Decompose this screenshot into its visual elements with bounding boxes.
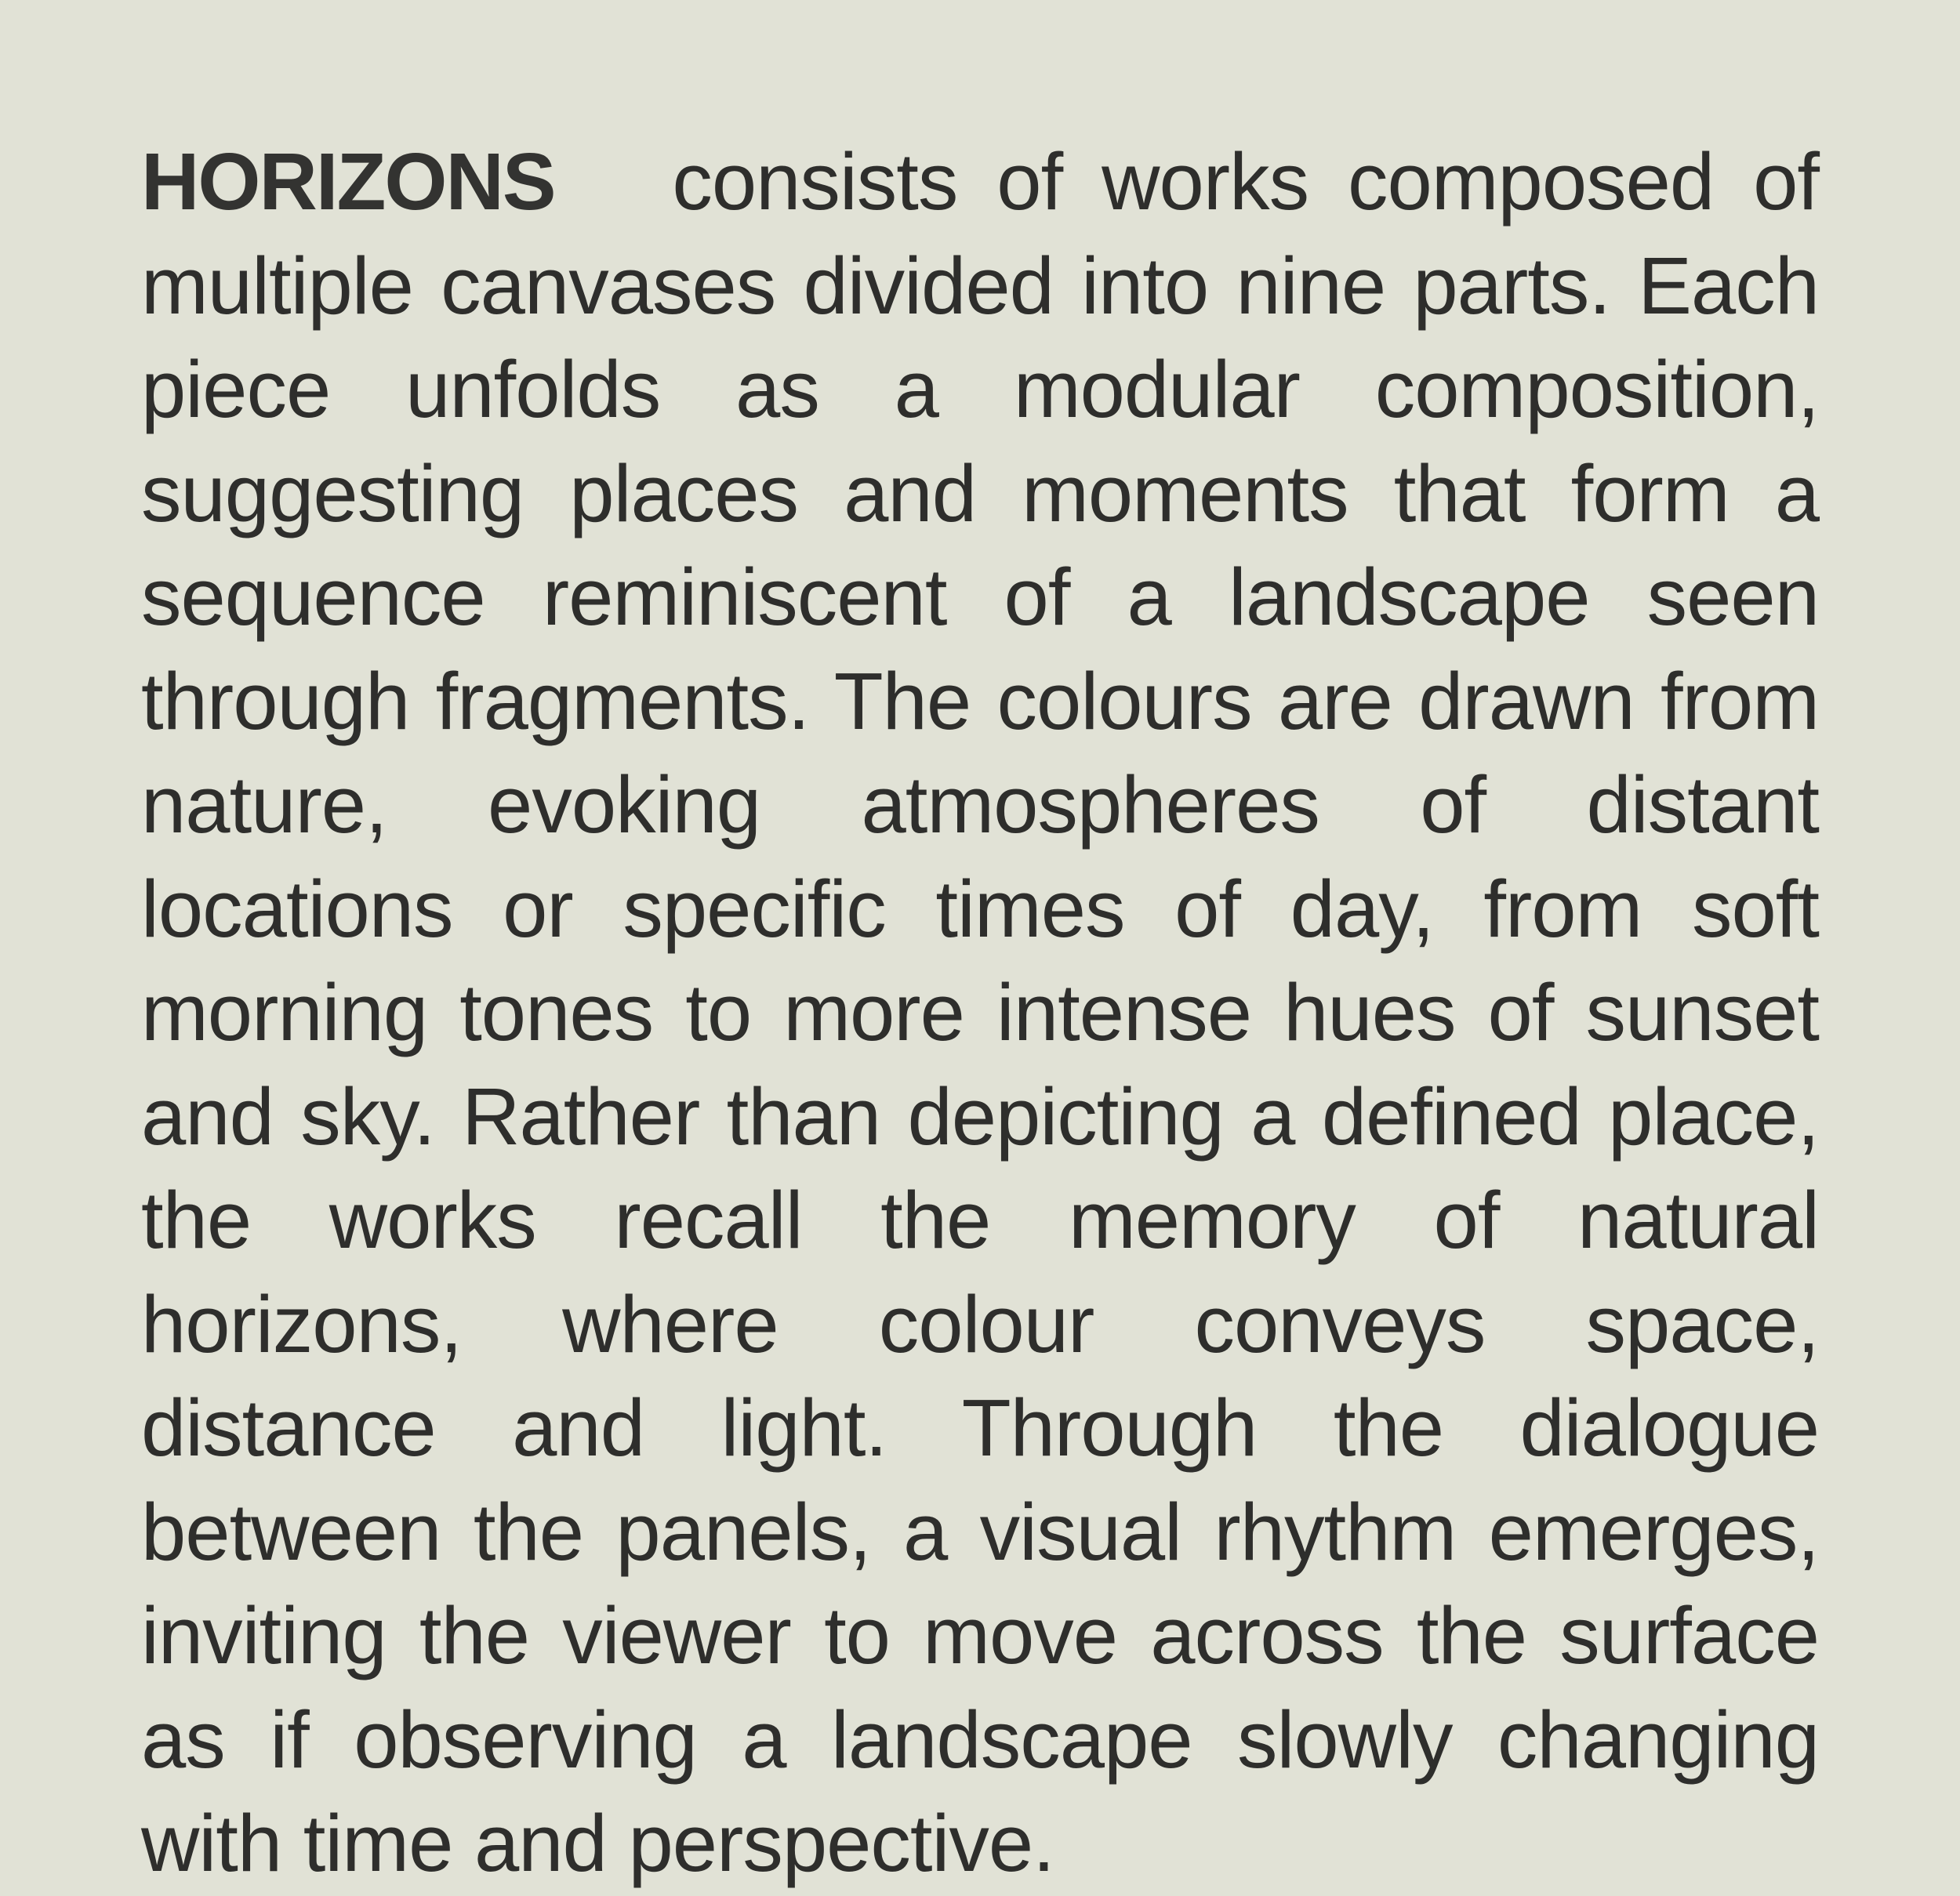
statement-body: consists of works composed of multiple canvases divided into nine parts. Each piece unfolds as a modular composition, suggesting places and moments that form a sequence reminiscent of a landscape seen through fragments. The colours are drawn from nature, evoking atmospheres of distant locations or specific times of day, from soft morning tones to more intense hues of sunset and sky. Rather than depicting a defined place, the works recall the memory of natural horizons, where colour conveys space, distance and light. Through the dialogue between the panels, a visual rhythm emerges, inviting the viewer to move across the surface as if observing a landscape slowly changing with time and perspective. <box>141 136 1819 1888</box>
statement-title: HORIZONS <box>141 136 555 227</box>
statement-paragraph <box>141 130 1819 1896</box>
